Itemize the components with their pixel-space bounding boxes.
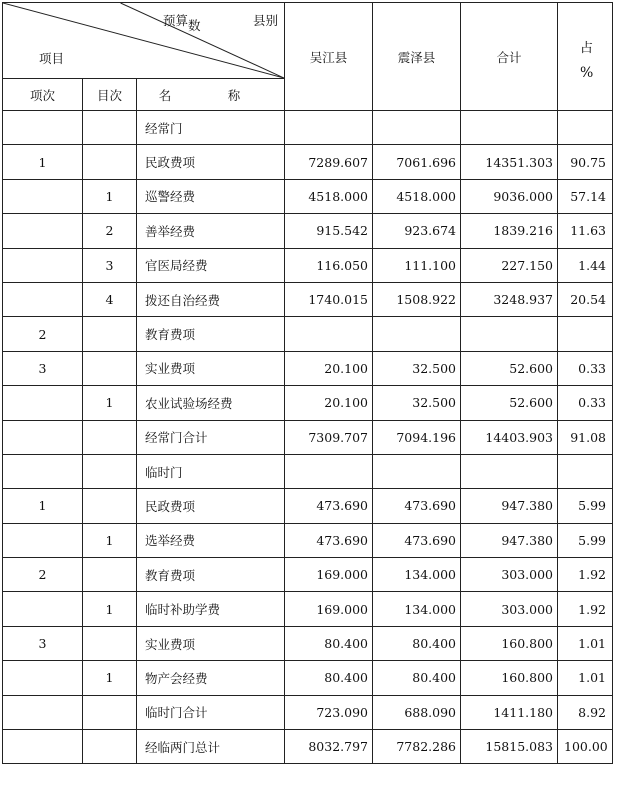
cell-wujiang <box>285 111 373 145</box>
cell-xiangci: 3 <box>3 626 83 660</box>
table-row <box>3 111 613 145</box>
table-row <box>3 695 613 729</box>
cell-xiangci <box>3 592 83 626</box>
cell-total: 160.800 <box>461 626 558 660</box>
cell-wujiang <box>285 454 373 488</box>
cell-xiangci: 3 <box>3 351 83 385</box>
cell-wujiang: 169.000 <box>285 592 373 626</box>
cell-name: 经常门合计 <box>137 420 285 454</box>
diag-budget-label: 预算数 <box>163 13 201 33</box>
cell-zhenze: 32.500 <box>373 386 461 420</box>
cell-total: 947.380 <box>461 489 558 523</box>
cell-percent <box>558 317 613 351</box>
cell-muci <box>83 145 137 179</box>
cell-xiangci: 2 <box>3 317 83 351</box>
cell-percent: 100.00 <box>558 730 613 764</box>
cell-name: 选举经费 <box>137 523 285 557</box>
cell-muci <box>83 454 137 488</box>
cell-xiangci <box>3 730 83 764</box>
cell-muci: 3 <box>83 248 137 282</box>
cell-total: 9036.000 <box>461 179 558 213</box>
table-row <box>3 420 613 454</box>
cell-total: 3248.937 <box>461 282 558 316</box>
cell-xiangci <box>3 454 83 488</box>
cell-percent: 5.99 <box>558 523 613 557</box>
cell-muci <box>83 420 137 454</box>
cell-name: 教育费项 <box>137 317 285 351</box>
cell-percent: 1.92 <box>558 592 613 626</box>
cell-xiangci: 1 <box>3 489 83 523</box>
table-row <box>3 248 613 282</box>
cell-total: 947.380 <box>461 523 558 557</box>
table-row <box>3 386 613 420</box>
col-header-xiangci: 项次 <box>3 79 83 111</box>
cell-name: 教育费项 <box>137 558 285 592</box>
cell-total <box>461 111 558 145</box>
cell-name: 民政费项 <box>137 489 285 523</box>
cell-wujiang: 116.050 <box>285 248 373 282</box>
cell-name: 农业试验场经费 <box>137 386 285 420</box>
cell-xiangci <box>3 248 83 282</box>
cell-percent: 57.14 <box>558 179 613 213</box>
table-row <box>3 592 613 626</box>
cell-wujiang: 20.100 <box>285 386 373 420</box>
cell-xiangci <box>3 420 83 454</box>
cell-total: 1839.216 <box>461 214 558 248</box>
table-row <box>3 661 613 695</box>
cell-wujiang: 473.690 <box>285 523 373 557</box>
col-header-wujiang: 吴江县 <box>285 3 373 111</box>
cell-zhenze: 134.000 <box>373 558 461 592</box>
cell-xiangci: 2 <box>3 558 83 592</box>
pct-char: 占 <box>580 41 594 56</box>
cell-percent: 0.33 <box>558 386 613 420</box>
cell-wujiang <box>285 317 373 351</box>
cell-name: 善举经费 <box>137 214 285 248</box>
cell-percent <box>558 454 613 488</box>
cell-name: 巡警经费 <box>137 179 285 213</box>
cell-name: 民政费项 <box>137 145 285 179</box>
cell-wujiang: 80.400 <box>285 661 373 695</box>
cell-total: 160.800 <box>461 661 558 695</box>
cell-muci: 1 <box>83 179 137 213</box>
cell-wujiang: 7289.607 <box>285 145 373 179</box>
diag-item-label: 项目 <box>39 51 65 66</box>
table-row <box>3 351 613 385</box>
cell-total: 14403.903 <box>461 420 558 454</box>
cell-total: 52.600 <box>461 351 558 385</box>
col-header-zhenze: 震泽县 <box>373 3 461 111</box>
cell-zhenze: 473.690 <box>373 489 461 523</box>
cell-percent: 1.01 <box>558 626 613 660</box>
cell-muci <box>83 351 137 385</box>
cell-muci: 4 <box>83 282 137 316</box>
cell-total: 303.000 <box>461 558 558 592</box>
cell-percent: 11.63 <box>558 214 613 248</box>
cell-zhenze: 32.500 <box>373 351 461 385</box>
col-header-name: 名 称 <box>137 79 285 111</box>
cell-zhenze <box>373 317 461 351</box>
cell-zhenze: 111.100 <box>373 248 461 282</box>
cell-name: 拨还自治经费 <box>137 282 285 316</box>
cell-name: 临时补助学费 <box>137 592 285 626</box>
cell-xiangci <box>3 214 83 248</box>
cell-zhenze: 473.690 <box>373 523 461 557</box>
cell-total: 227.150 <box>461 248 558 282</box>
cell-wujiang: 915.542 <box>285 214 373 248</box>
table-row <box>3 523 613 557</box>
cell-wujiang: 80.400 <box>285 626 373 660</box>
cell-total: 15815.083 <box>461 730 558 764</box>
cell-zhenze: 923.674 <box>373 214 461 248</box>
cell-total: 14351.303 <box>461 145 558 179</box>
table-row <box>3 282 613 316</box>
cell-percent: 91.08 <box>558 420 613 454</box>
table-row <box>3 454 613 488</box>
cell-zhenze: 688.090 <box>373 695 461 729</box>
cell-xiangci: 1 <box>3 145 83 179</box>
cell-xiangci <box>3 111 83 145</box>
cell-name: 实业费项 <box>137 351 285 385</box>
table-row <box>3 626 613 660</box>
cell-zhenze: 7782.286 <box>373 730 461 764</box>
cell-muci: 1 <box>83 661 137 695</box>
cell-name: 物产会经费 <box>137 661 285 695</box>
cell-zhenze: 80.400 <box>373 661 461 695</box>
table-body <box>3 111 613 764</box>
cell-name: 临时门 <box>137 454 285 488</box>
cell-muci: 1 <box>83 386 137 420</box>
col-header-total: 合计 <box>461 3 558 111</box>
cell-zhenze: 1508.922 <box>373 282 461 316</box>
cell-wujiang: 4518.000 <box>285 179 373 213</box>
table-row <box>3 730 613 764</box>
cell-percent: 1.01 <box>558 661 613 695</box>
cell-wujiang: 7309.707 <box>285 420 373 454</box>
table-row <box>3 214 613 248</box>
cell-muci <box>83 695 137 729</box>
cell-muci: 1 <box>83 592 137 626</box>
cell-xiangci <box>3 661 83 695</box>
cell-wujiang: 723.090 <box>285 695 373 729</box>
col-header-muci: 目次 <box>83 79 137 111</box>
table-row <box>3 558 613 592</box>
cell-zhenze: 7061.696 <box>373 145 461 179</box>
cell-zhenze: 4518.000 <box>373 179 461 213</box>
cell-name: 临时门合计 <box>137 695 285 729</box>
table-row <box>3 179 613 213</box>
cell-percent: 1.92 <box>558 558 613 592</box>
cell-muci: 2 <box>83 214 137 248</box>
cell-muci <box>83 558 137 592</box>
cell-zhenze: 80.400 <box>373 626 461 660</box>
table-row <box>3 317 613 351</box>
diag-county-label: 县别 <box>253 13 279 28</box>
cell-wujiang: 20.100 <box>285 351 373 385</box>
table-row <box>3 489 613 523</box>
cell-zhenze <box>373 111 461 145</box>
diagonal-header-cell <box>3 3 285 79</box>
cell-percent: 20.54 <box>558 282 613 316</box>
col-header-percent <box>558 3 613 111</box>
cell-xiangci <box>3 695 83 729</box>
cell-total <box>461 317 558 351</box>
cell-name: 经临两门总计 <box>137 730 285 764</box>
cell-percent: 8.92 <box>558 695 613 729</box>
cell-muci <box>83 626 137 660</box>
cell-muci <box>83 111 137 145</box>
cell-percent: 5.99 <box>558 489 613 523</box>
cell-muci: 1 <box>83 523 137 557</box>
cell-xiangci <box>3 179 83 213</box>
cell-xiangci <box>3 282 83 316</box>
cell-percent <box>558 111 613 145</box>
budget-table <box>2 2 613 764</box>
cell-name: 经常门 <box>137 111 285 145</box>
cell-wujiang: 8032.797 <box>285 730 373 764</box>
pct-symbol: % <box>580 65 594 81</box>
header-row <box>3 3 613 79</box>
cell-total <box>461 454 558 488</box>
cell-zhenze: 134.000 <box>373 592 461 626</box>
cell-name: 实业费项 <box>137 626 285 660</box>
cell-percent: 1.44 <box>558 248 613 282</box>
cell-xiangci <box>3 523 83 557</box>
cell-name: 官医局经费 <box>137 248 285 282</box>
cell-percent: 0.33 <box>558 351 613 385</box>
cell-total: 52.600 <box>461 386 558 420</box>
cell-percent: 90.75 <box>558 145 613 179</box>
cell-muci <box>83 730 137 764</box>
cell-total: 303.000 <box>461 592 558 626</box>
cell-xiangci <box>3 386 83 420</box>
cell-total: 1411.180 <box>461 695 558 729</box>
cell-muci <box>83 317 137 351</box>
cell-wujiang: 473.690 <box>285 489 373 523</box>
cell-zhenze <box>373 454 461 488</box>
cell-zhenze: 7094.196 <box>373 420 461 454</box>
table-row <box>3 145 613 179</box>
cell-wujiang: 1740.015 <box>285 282 373 316</box>
cell-muci <box>83 489 137 523</box>
cell-wujiang: 169.000 <box>285 558 373 592</box>
